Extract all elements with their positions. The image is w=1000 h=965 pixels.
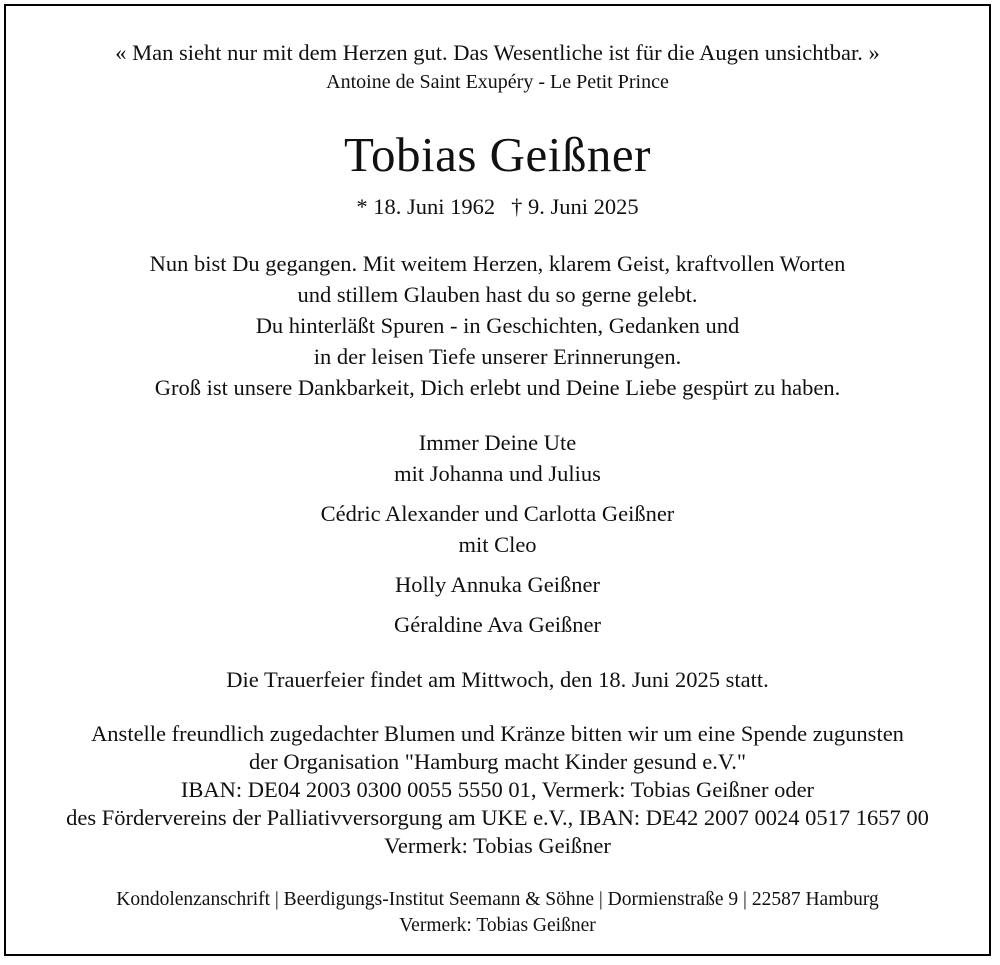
mourner-group — [6, 609, 989, 640]
donation-line: des Fördervereins der Palliativversorgung am UKE e.V., IBAN: DE42 2007 0024 0517 1657 00 — [66, 805, 929, 830]
mourner-name: Géraldine Ava Geißner — [394, 612, 601, 637]
quote — [6, 38, 989, 68]
mourners — [6, 427, 989, 649]
obituary-frame — [4, 4, 991, 956]
memorial-text — [6, 248, 989, 403]
memorial-line: Groß ist unsere Dankbarkeit, Dich erlebt und Deine Liebe gespürt zu haben. — [154, 375, 841, 400]
memorial-line: in der leisen Tiefe unserer Erinnerungen. — [313, 344, 682, 369]
quote-attribution — [6, 68, 989, 96]
quote-attribution-text: Antoine de Saint Exupéry - Le Petit Prince — [326, 71, 669, 93]
mourner-group — [6, 427, 989, 489]
quote-text: « Man sieht nur mit dem Herzen gut. Das Wesentliche ist für die Augen unsichtbar. » — [115, 40, 880, 65]
donation-line: Vermerk: Tobias Geißner — [384, 833, 611, 858]
mourner-name: Cédric Alexander und Carlotta Geißner — [320, 501, 675, 526]
memorial-line: Nun bist Du gegangen. Mit weitem Herzen, klarem Geist, kraftvollen Worten — [149, 251, 846, 276]
mourner-name: mit Johanna und Julius — [394, 461, 601, 486]
deceased-name-text: Tobias Geißner — [343, 127, 651, 182]
condolence-reference-line: Vermerk: Tobias Geißner — [399, 915, 596, 936]
condolence-address — [6, 887, 989, 939]
memorial-line: Du hinterläßt Spuren - in Geschichten, Gedanken und — [255, 313, 740, 338]
donation-line: der Organisation "Hamburg macht Kinder gesund e.V." — [248, 749, 747, 774]
donation-line: IBAN: DE04 2003 0300 0055 5550 01, Vermerk: Tobias Geißner oder — [180, 777, 815, 802]
mourner-group — [6, 569, 989, 600]
mourner-group — [6, 498, 989, 560]
deceased-name — [6, 126, 989, 184]
condolence-address-line: Kondolenzanschrift | Beerdigungs-Institut Seemann & Söhne | Dormienstraße 9 | 22587 Hamburg — [116, 889, 879, 910]
funeral-service-text: Die Trauerfeier findet am Mittwoch, den 18. Juni 2025 statt. — [226, 667, 769, 692]
memorial-line: und stillem Glauben hast du so gerne gelebt. — [297, 282, 698, 307]
mourner-name: Holly Annuka Geißner — [395, 572, 600, 597]
funeral-service-notice — [6, 665, 989, 695]
mourner-name: Immer Deine Ute — [418, 430, 577, 455]
birth-date: * 18. Juni 1962 — [356, 194, 496, 219]
life-dates — [6, 192, 989, 222]
death-date: † 9. Juni 2025 — [511, 194, 639, 219]
donation-request — [6, 720, 989, 860]
mourner-name: mit Cleo — [458, 532, 537, 557]
donation-line: Anstelle freundlich zugedachter Blumen und Kränze bitten wir um eine Spende zugunsten — [91, 721, 904, 746]
